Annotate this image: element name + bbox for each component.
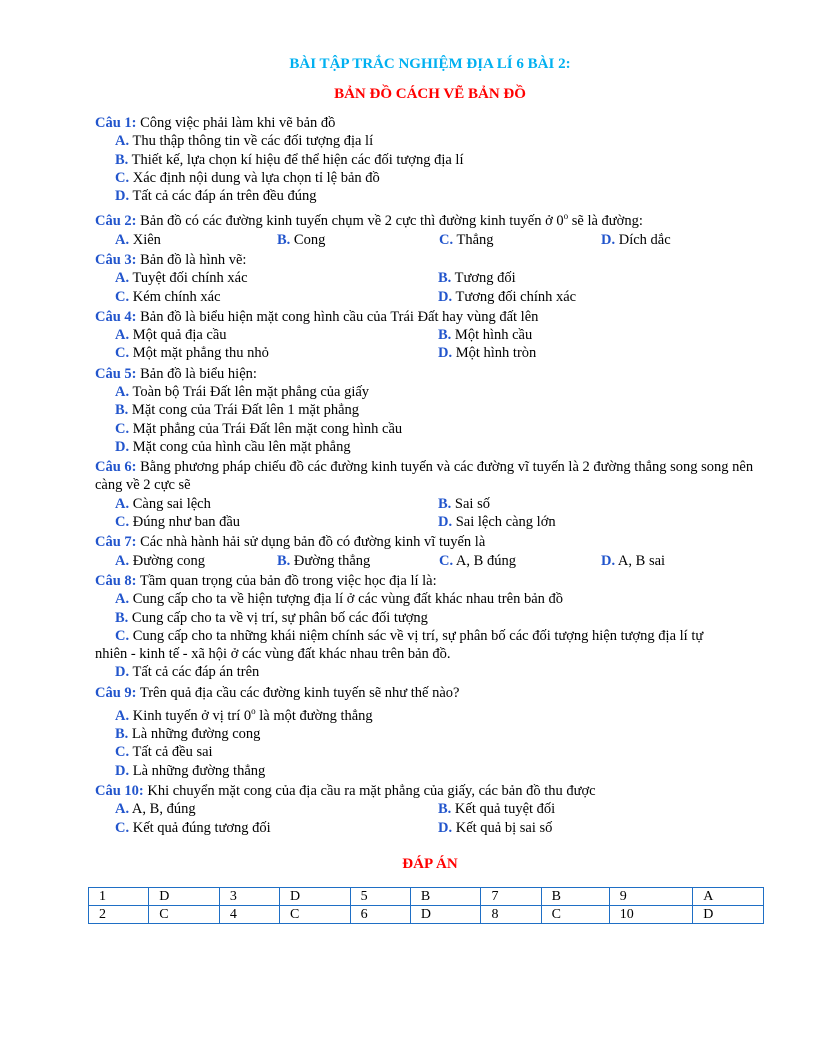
table-cell: B: [541, 888, 609, 906]
option-c: C. Cung cấp cho ta những khái niệm chính sác về vị trí, sự phân bố các đối tượng hiện tượng địa lí tự: [115, 627, 704, 644]
question-text: Bản đồ là biểu hiện mặt cong hình cầu của Trái Đất hay vùng đất lên: [136, 308, 539, 325]
option-c: C. Một mặt phẳng thu nhỏ: [115, 345, 269, 362]
question-4: [95, 308, 765, 363]
option-d: D. A, B sai: [601, 552, 666, 569]
question-2: Câu 2: Bản đồ có các đường kinh tuyến chụm về 2 cực thì đường kinh tuyến ở 0$^o$ sẽ là đường: A. Xiên B. Cong C. Thẳng D. Dích dắc: [95, 207, 765, 248]
option-a: A. Toàn bộ Trái Đất lên mặt phẳng của giấy: [115, 383, 370, 400]
table-cell: A: [693, 888, 764, 906]
option-d: D. Mặt cong của hình cầu lên mặt phẳng: [115, 438, 351, 455]
question-text: Công việc phải làm khi vẽ bản đồ: [136, 115, 336, 131]
question-label: Câu 9:: [95, 684, 137, 701]
option-a: A. Xiên: [115, 231, 161, 248]
option-b: B. Thiết kế, lựa chọn kí hiệu để thể hiện các đối tượng địa lí: [115, 151, 464, 168]
option-c: C. A, B đúng: [439, 552, 516, 569]
question-label: Câu 3:: [95, 251, 137, 268]
table-cell: 3: [219, 888, 279, 906]
option-a: A. Đường cong: [115, 552, 206, 569]
table-cell: D: [693, 906, 764, 924]
option-c: C. Thẳng: [439, 231, 494, 248]
table-cell: B: [410, 888, 481, 906]
question-8: [95, 572, 765, 682]
table-cell: C: [541, 906, 609, 924]
question-text: Bản đồ là biểu hiện:: [136, 365, 257, 382]
option-d: D. Tất cả các đáp án trên đều đúng: [115, 188, 317, 205]
question-label: Câu 5:: [95, 365, 137, 382]
table-cell: C: [149, 906, 220, 924]
page-title: BÀI TẬP TRẮC NGHIỆM ĐỊA LÍ 6 BÀI 2:: [289, 56, 571, 72]
option-d: D. Dích dắc: [601, 231, 671, 248]
table-row: [89, 888, 764, 906]
option-c: C. Mặt phẳng của Trái Đất lên mặt cong hình cầu: [115, 420, 403, 437]
question-text: Trên quả địa cầu các đường kinh tuyến sẽ như thế nào?: [136, 684, 460, 701]
option-a: A. A, B, đúng: [115, 801, 196, 818]
option-d: D. Một hình tròn: [438, 345, 537, 362]
option-b: B. Cong: [277, 231, 326, 248]
question-1: [95, 114, 765, 205]
question-text: Bản đồ có các đường kinh tuyến chụm về 2 cực thì đường kinh tuyến ở 0: [136, 213, 564, 230]
question-3: [95, 251, 765, 306]
option-a: A. Kinh tuyến ở vị trí 0$^o$ là một đường thẳng: [115, 706, 373, 724]
table-cell: 5: [350, 888, 410, 906]
table-cell: D: [149, 888, 220, 906]
option-b: B. Là những đường cong: [115, 726, 261, 743]
option-d: D. Tất cả các đáp án trên: [115, 664, 260, 681]
question-label: Câu 10:: [95, 783, 144, 800]
table-cell: 9: [609, 888, 693, 906]
table-cell: D: [280, 888, 351, 906]
table-cell: 4: [219, 906, 279, 924]
option-b: B. Tương đối: [438, 270, 516, 287]
table-cell: 6: [350, 906, 410, 924]
question-text: Bằng phương pháp chiếu đồ các đường kinh tuyến và các đường vĩ tuyến là 2 đường thẳng song song nên càng về 2 cực sẽ: [95, 459, 754, 494]
option-c: C. Kém chính xác: [115, 288, 221, 305]
table-cell: C: [280, 906, 351, 924]
option-b: B. Sai số: [438, 495, 490, 512]
question-text: Tầm quan trọng của bản đồ trong việc học địa lí là:: [136, 572, 437, 589]
table-cell: 2: [89, 906, 149, 924]
question-label: Câu 7:: [95, 534, 137, 551]
answers-title: ĐÁP ÁN: [402, 855, 458, 872]
question-text: Các nhà hành hải sử dụng bản đồ có đường kinh vĩ tuyến là: [136, 534, 486, 551]
question-text: Bản đồ là hình vẽ:: [136, 251, 247, 268]
option-a: A. Một quả địa cầu: [115, 327, 227, 344]
option-a: A. Tuyệt đối chính xác: [115, 270, 248, 287]
option-d: D. Là những đường thẳng: [115, 762, 266, 779]
question-6: [95, 458, 765, 531]
option-a: A. Càng sai lệch: [115, 495, 211, 512]
table-row: [89, 906, 764, 924]
option-b: B. Cung cấp cho ta về vị trí, sự phân bố các đối tượng: [115, 609, 428, 626]
option-c: C. Tất cả đều sai: [115, 744, 213, 761]
option-b: B. Một hình cầu: [438, 327, 533, 344]
question-label: Câu 1:: [95, 115, 137, 131]
option-d: D. Tương đối chính xác: [438, 288, 577, 305]
question-7: [95, 533, 765, 570]
option-b: B. Đường thẳng: [277, 552, 371, 569]
table-cell: D: [410, 906, 481, 924]
question-label: Câu 4:: [95, 308, 137, 325]
document-page: [95, 55, 765, 873]
option-d: D. Sai lệch càng lớn: [438, 514, 556, 531]
option-a: A. Thu thập thông tin về các đối tượng địa lí: [115, 133, 374, 150]
page-subtitle: BẢN ĐỒ CÁCH VẼ BẢN ĐỒ: [334, 86, 526, 102]
option-c-continued: nhiên - kinh tế - xã hội ở các vùng đất khác nhau trên bản đồ.: [95, 646, 451, 663]
table-cell: 10: [609, 906, 693, 924]
question-10: [95, 782, 765, 837]
table-cell: 8: [481, 906, 541, 924]
question-label: Câu 6:: [95, 459, 137, 476]
option-c: C. Kết quả đúng tương đối: [115, 819, 271, 836]
question-text: Khi chuyển mặt cong của địa cầu ra mặt phẳng của giấy, các bản đồ thu được: [143, 783, 596, 800]
option-c: C. Xác định nội dung và lựa chọn tỉ lệ bản đồ: [115, 169, 380, 186]
option-a: A. Cung cấp cho ta về hiện tượng địa lí ở các vùng đất khác nhau trên bản đồ: [115, 591, 564, 608]
question-label: Câu 2:: [95, 213, 137, 230]
answers-table: [88, 887, 764, 924]
question-9: [95, 684, 765, 780]
option-d: D. Kết quả bị sai số: [438, 819, 553, 836]
option-b: B. Kết quả tuyệt đối: [438, 801, 556, 818]
option-b: B. Mặt cong của Trái Đất lên 1 mặt phẳng: [115, 402, 360, 419]
question-label: Câu 8:: [95, 572, 137, 589]
table-cell: 1: [89, 888, 149, 906]
option-c: C. Đúng như ban đầu: [115, 514, 241, 531]
table-cell: 7: [481, 888, 541, 906]
question-5: [95, 365, 765, 456]
